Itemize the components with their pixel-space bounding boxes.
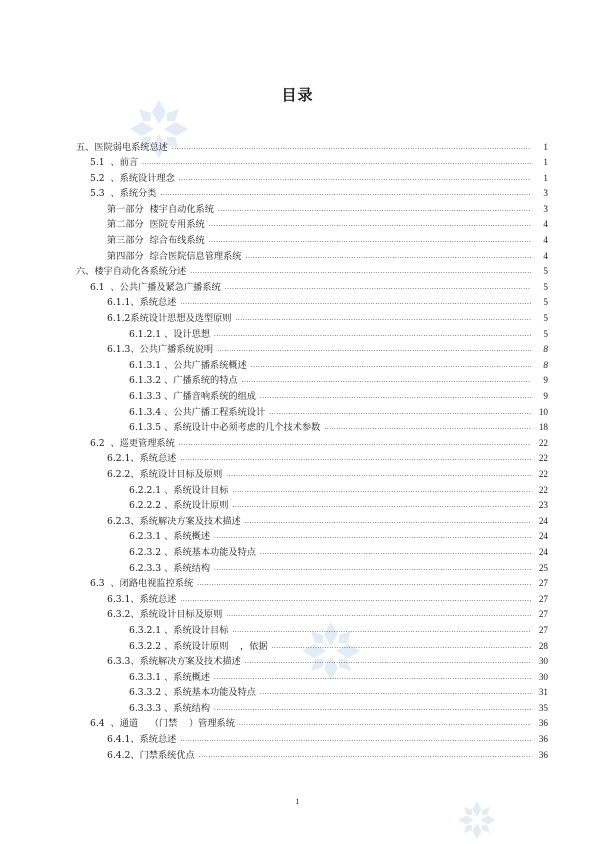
toc-dot-leader — [209, 217, 531, 233]
toc-entry[interactable] — [0, 623, 595, 639]
toc-entry-page-number: 4 — [543, 219, 548, 230]
toc-entry-label: 6.3 、闭路电视监控系统 — [90, 578, 194, 590]
toc-entry-label: 6.1.3、公共广播系统说明 — [107, 344, 214, 356]
toc-entry-label: 6.1.3.4 、公共广播工程系统设计 — [129, 406, 266, 418]
toc-entry-label: 6.2.3.2 、系统基本功能及特点 — [129, 546, 256, 558]
table-of-contents — [0, 140, 595, 764]
toc-entry[interactable] — [0, 140, 595, 156]
toc-dot-leader — [232, 498, 531, 514]
toc-entry[interactable] — [0, 202, 595, 218]
toc-entry[interactable] — [0, 420, 595, 436]
toc-entry-label: 6.1.3.2 、广播系统的特点 — [129, 375, 238, 387]
toc-entry-page-number: 9 — [543, 391, 548, 401]
toc-entry-label: 六、楼宇自动化各系统分述 — [76, 266, 187, 278]
toc-entry[interactable] — [0, 592, 595, 608]
toc-entry-page-number: 1 — [543, 172, 548, 183]
toc-entry[interactable] — [0, 498, 595, 514]
toc-entry[interactable] — [0, 607, 595, 623]
toc-entry[interactable] — [0, 311, 595, 327]
toc-entry-page-number: 1 — [543, 141, 548, 152]
toc-entry-page-number: 18 — [538, 422, 548, 433]
toc-entry-page-number: 5 — [543, 328, 548, 339]
toc-dot-leader — [225, 280, 531, 296]
toc-dot-leader — [180, 451, 531, 467]
toc-entry-page-number: 27 — [538, 609, 548, 620]
toc-dot-leader — [199, 748, 531, 764]
toc-entry-page-number: 3 — [543, 203, 548, 214]
toc-entry-page-number: 22 — [538, 484, 548, 495]
toc-entry-label: 6.3.3、系统解决方案及技术描述 — [107, 656, 241, 668]
toc-entry[interactable] — [0, 748, 595, 764]
toc-dot-leader — [239, 716, 531, 732]
toc-dot-leader — [226, 467, 531, 483]
toc-entry-label: 5.3 、系统分类 — [90, 188, 157, 200]
toc-entry[interactable] — [0, 186, 595, 202]
toc-dot-leader — [226, 607, 531, 623]
toc-dot-leader — [214, 670, 531, 686]
toc-entry-page-number: 30 — [538, 671, 548, 682]
toc-entry-label: 6.3.3.3 、系统结构 — [129, 702, 211, 714]
toc-dot-leader — [180, 295, 531, 311]
toc-entry-page-number: 3 — [543, 188, 548, 199]
toc-entry-label: 6.1.3.3 、广播音响系统的组成 — [129, 391, 256, 402]
toc-entry[interactable] — [0, 373, 595, 389]
toc-entry-label: 6.3.3.1 、系统概述 — [129, 671, 211, 683]
toc-entry-page-number: 5 — [543, 297, 548, 308]
toc-entry-label: 6.1.1、系统总述 — [107, 297, 177, 309]
toc-entry-label: 6.4.1、系统总述 — [107, 734, 177, 746]
toc-entry-label: 6.4.2、门禁系统优点 — [107, 749, 195, 761]
toc-entry-label: 6.2.3、系统解决方案及技术描述 — [107, 515, 241, 527]
toc-dot-leader — [179, 171, 531, 187]
toc-entry-page-number: 27 — [538, 624, 548, 635]
toc-dot-leader — [172, 140, 531, 156]
toc-entry-page-number: 1 — [543, 157, 548, 168]
toc-dot-leader — [214, 327, 531, 343]
toc-entry[interactable] — [0, 295, 595, 311]
toc-entry[interactable] — [0, 217, 595, 233]
toc-dot-leader — [179, 436, 531, 452]
toc-entry-page-number: 36 — [538, 718, 548, 729]
toc-entry[interactable] — [0, 670, 595, 686]
toc-entry-label: 6.2.3.1 、系统概述 — [129, 531, 211, 543]
toc-entry-page-number: 23 — [538, 500, 548, 511]
toc-dot-leader — [214, 561, 531, 577]
toc-entry-page-number: 22 — [538, 468, 548, 479]
toc-dot-leader — [242, 373, 531, 389]
toc-entry[interactable] — [0, 358, 595, 374]
toc-entry[interactable] — [0, 280, 595, 296]
toc-entry-label: 6.3.1、系统总述 — [107, 593, 177, 605]
toc-entry[interactable] — [0, 155, 595, 171]
toc-dot-leader — [214, 529, 531, 545]
toc-entry-label: 5.1 、前言 — [90, 157, 139, 169]
toc-entry-label: 6.4 、通道 （门禁 ）管理系统 — [90, 718, 235, 730]
toc-entry-page-number: 24 — [538, 546, 548, 557]
toc-entry[interactable] — [0, 483, 595, 499]
toc-entry[interactable] — [0, 654, 595, 670]
toc-entry[interactable] — [0, 451, 595, 467]
toc-entry[interactable] — [0, 639, 595, 655]
toc-entry-label: 5.2 、系统设计理念 — [90, 172, 175, 184]
toc-entry-label: 6.3.2.1 、系统设计目标 — [129, 624, 229, 636]
toc-entry-page-number: 27 — [538, 578, 548, 589]
toc-entry[interactable] — [0, 342, 595, 358]
toc-entry[interactable] — [0, 545, 595, 561]
toc-entry[interactable] — [0, 685, 595, 701]
toc-dot-leader — [180, 732, 531, 748]
toc-entry-label: 6.1.3.5 、系统设计中必须考虑的几个技术参数 — [129, 422, 321, 434]
toc-entry[interactable] — [0, 529, 595, 545]
toc-entry-label: 6.3.3.2 、系统基本功能及特点 — [129, 687, 256, 699]
toc-entry-page-number: 5 — [543, 313, 548, 324]
toc-dot-leader — [218, 202, 531, 218]
toc-dot-leader — [260, 685, 531, 701]
toc-entry-page-number: 25 — [538, 562, 548, 573]
toc-entry-label: 第二部分 医院专用系统 — [107, 219, 205, 231]
toc-entry-page-number: 8 — [543, 359, 548, 370]
toc-dot-leader — [269, 405, 531, 421]
toc-entry-page-number: 35 — [538, 702, 548, 713]
toc-entry-page-number: 4 — [543, 235, 548, 246]
toc-entry-label: 6.1.3.1 、公共广播系统概述 — [129, 359, 247, 371]
toc-entry[interactable] — [0, 576, 595, 592]
toc-entry[interactable] — [0, 716, 595, 732]
toc-entry-label: 6.3.2.2 、系统设计原则 ，依据 — [129, 640, 268, 652]
toc-entry-page-number: 36 — [538, 734, 548, 745]
toc-entry-label: 第四部分 综合医院信息管理系统 — [107, 250, 242, 262]
toc-entry-page-number: 22 — [538, 437, 548, 448]
toc-entry-label: 第三部分 综合布线系统 — [107, 235, 205, 247]
toc-dot-leader — [190, 264, 531, 280]
toc-dot-leader — [260, 545, 531, 561]
page-title: 目录 — [281, 86, 314, 104]
toc-entry[interactable] — [0, 514, 595, 530]
toc-entry-label: 6.2.2.2 、系统设计原则 — [129, 500, 229, 512]
toc-entry-page-number: 24 — [538, 515, 548, 526]
footer-page-number: 1 — [295, 797, 300, 806]
toc-dot-leader — [324, 420, 531, 436]
toc-dot-leader — [235, 311, 531, 327]
toc-entry[interactable] — [0, 264, 595, 280]
toc-dot-leader — [260, 389, 531, 405]
toc-dot-leader — [160, 186, 531, 202]
toc-entry-page-number: 10 — [538, 406, 548, 417]
toc-entry-label: 6.2.2.1 、系统设计目标 — [129, 484, 229, 496]
toc-entry-page-number: 4 — [543, 250, 548, 261]
toc-dot-leader — [251, 358, 531, 374]
toc-entry[interactable] — [0, 467, 595, 483]
toc-entry-label: 6.2.3.3 、系统结构 — [129, 562, 211, 574]
toc-entry[interactable] — [0, 389, 595, 405]
toc-entry-label: 6.2.2、系统设计目标及原则 — [107, 468, 223, 480]
toc-entry-page-number: 5 — [543, 266, 548, 277]
toc-entry[interactable] — [0, 233, 595, 249]
toc-entry-label: 五、医院弱电系统总述 — [76, 141, 168, 153]
toc-dot-leader — [232, 483, 531, 499]
watermark-snowflake-icon — [455, 800, 499, 844]
toc-entry[interactable] — [0, 171, 595, 187]
toc-dot-leader — [245, 654, 531, 670]
toc-dot-leader — [142, 155, 531, 171]
toc-entry-label: 6.1.2系统设计思想及选型原则 — [107, 313, 232, 325]
toc-entry[interactable] — [0, 561, 595, 577]
toc-entry-label: 6.2 、巡更管理系统 — [90, 437, 175, 449]
toc-entry[interactable] — [0, 732, 595, 748]
toc-dot-leader — [209, 233, 531, 249]
toc-dot-leader — [217, 342, 531, 358]
toc-entry[interactable] — [0, 405, 595, 421]
toc-entry[interactable] — [0, 701, 595, 717]
toc-dot-leader — [272, 639, 531, 655]
toc-dot-leader — [232, 623, 531, 639]
toc-dot-leader — [197, 576, 531, 592]
toc-entry-page-number: 28 — [538, 640, 548, 651]
toc-entry-page-number: 30 — [538, 656, 548, 667]
toc-entry-label: 6.1 、公共广播及紧急广播系统 — [90, 281, 221, 293]
toc-entry-label: 6.1.2.1 、设计思想 — [129, 328, 211, 340]
toc-entry-page-number: 5 — [543, 281, 548, 292]
toc-entry-label: 第一部分 楼宇自动化系统 — [107, 203, 214, 215]
toc-entry-page-number: 9 — [543, 375, 548, 386]
toc-dot-leader — [180, 592, 531, 608]
toc-entry-page-number: 8 — [543, 344, 548, 355]
toc-dot-leader — [214, 701, 531, 717]
toc-entry-page-number: 31 — [538, 687, 548, 698]
toc-entry-label: 6.2.1、系统总述 — [107, 453, 177, 465]
toc-entry[interactable] — [0, 436, 595, 452]
toc-entry[interactable] — [0, 327, 595, 343]
toc-entry-page-number: 36 — [538, 749, 548, 760]
toc-dot-leader — [245, 514, 531, 530]
toc-entry-label: 6.3.2、系统设计目标及原则 — [107, 609, 223, 621]
toc-dot-leader — [245, 249, 531, 265]
toc-entry[interactable] — [0, 249, 595, 265]
toc-entry-page-number: 22 — [538, 453, 548, 464]
toc-entry-page-number: 27 — [538, 593, 548, 604]
toc-entry-page-number: 24 — [538, 531, 548, 542]
